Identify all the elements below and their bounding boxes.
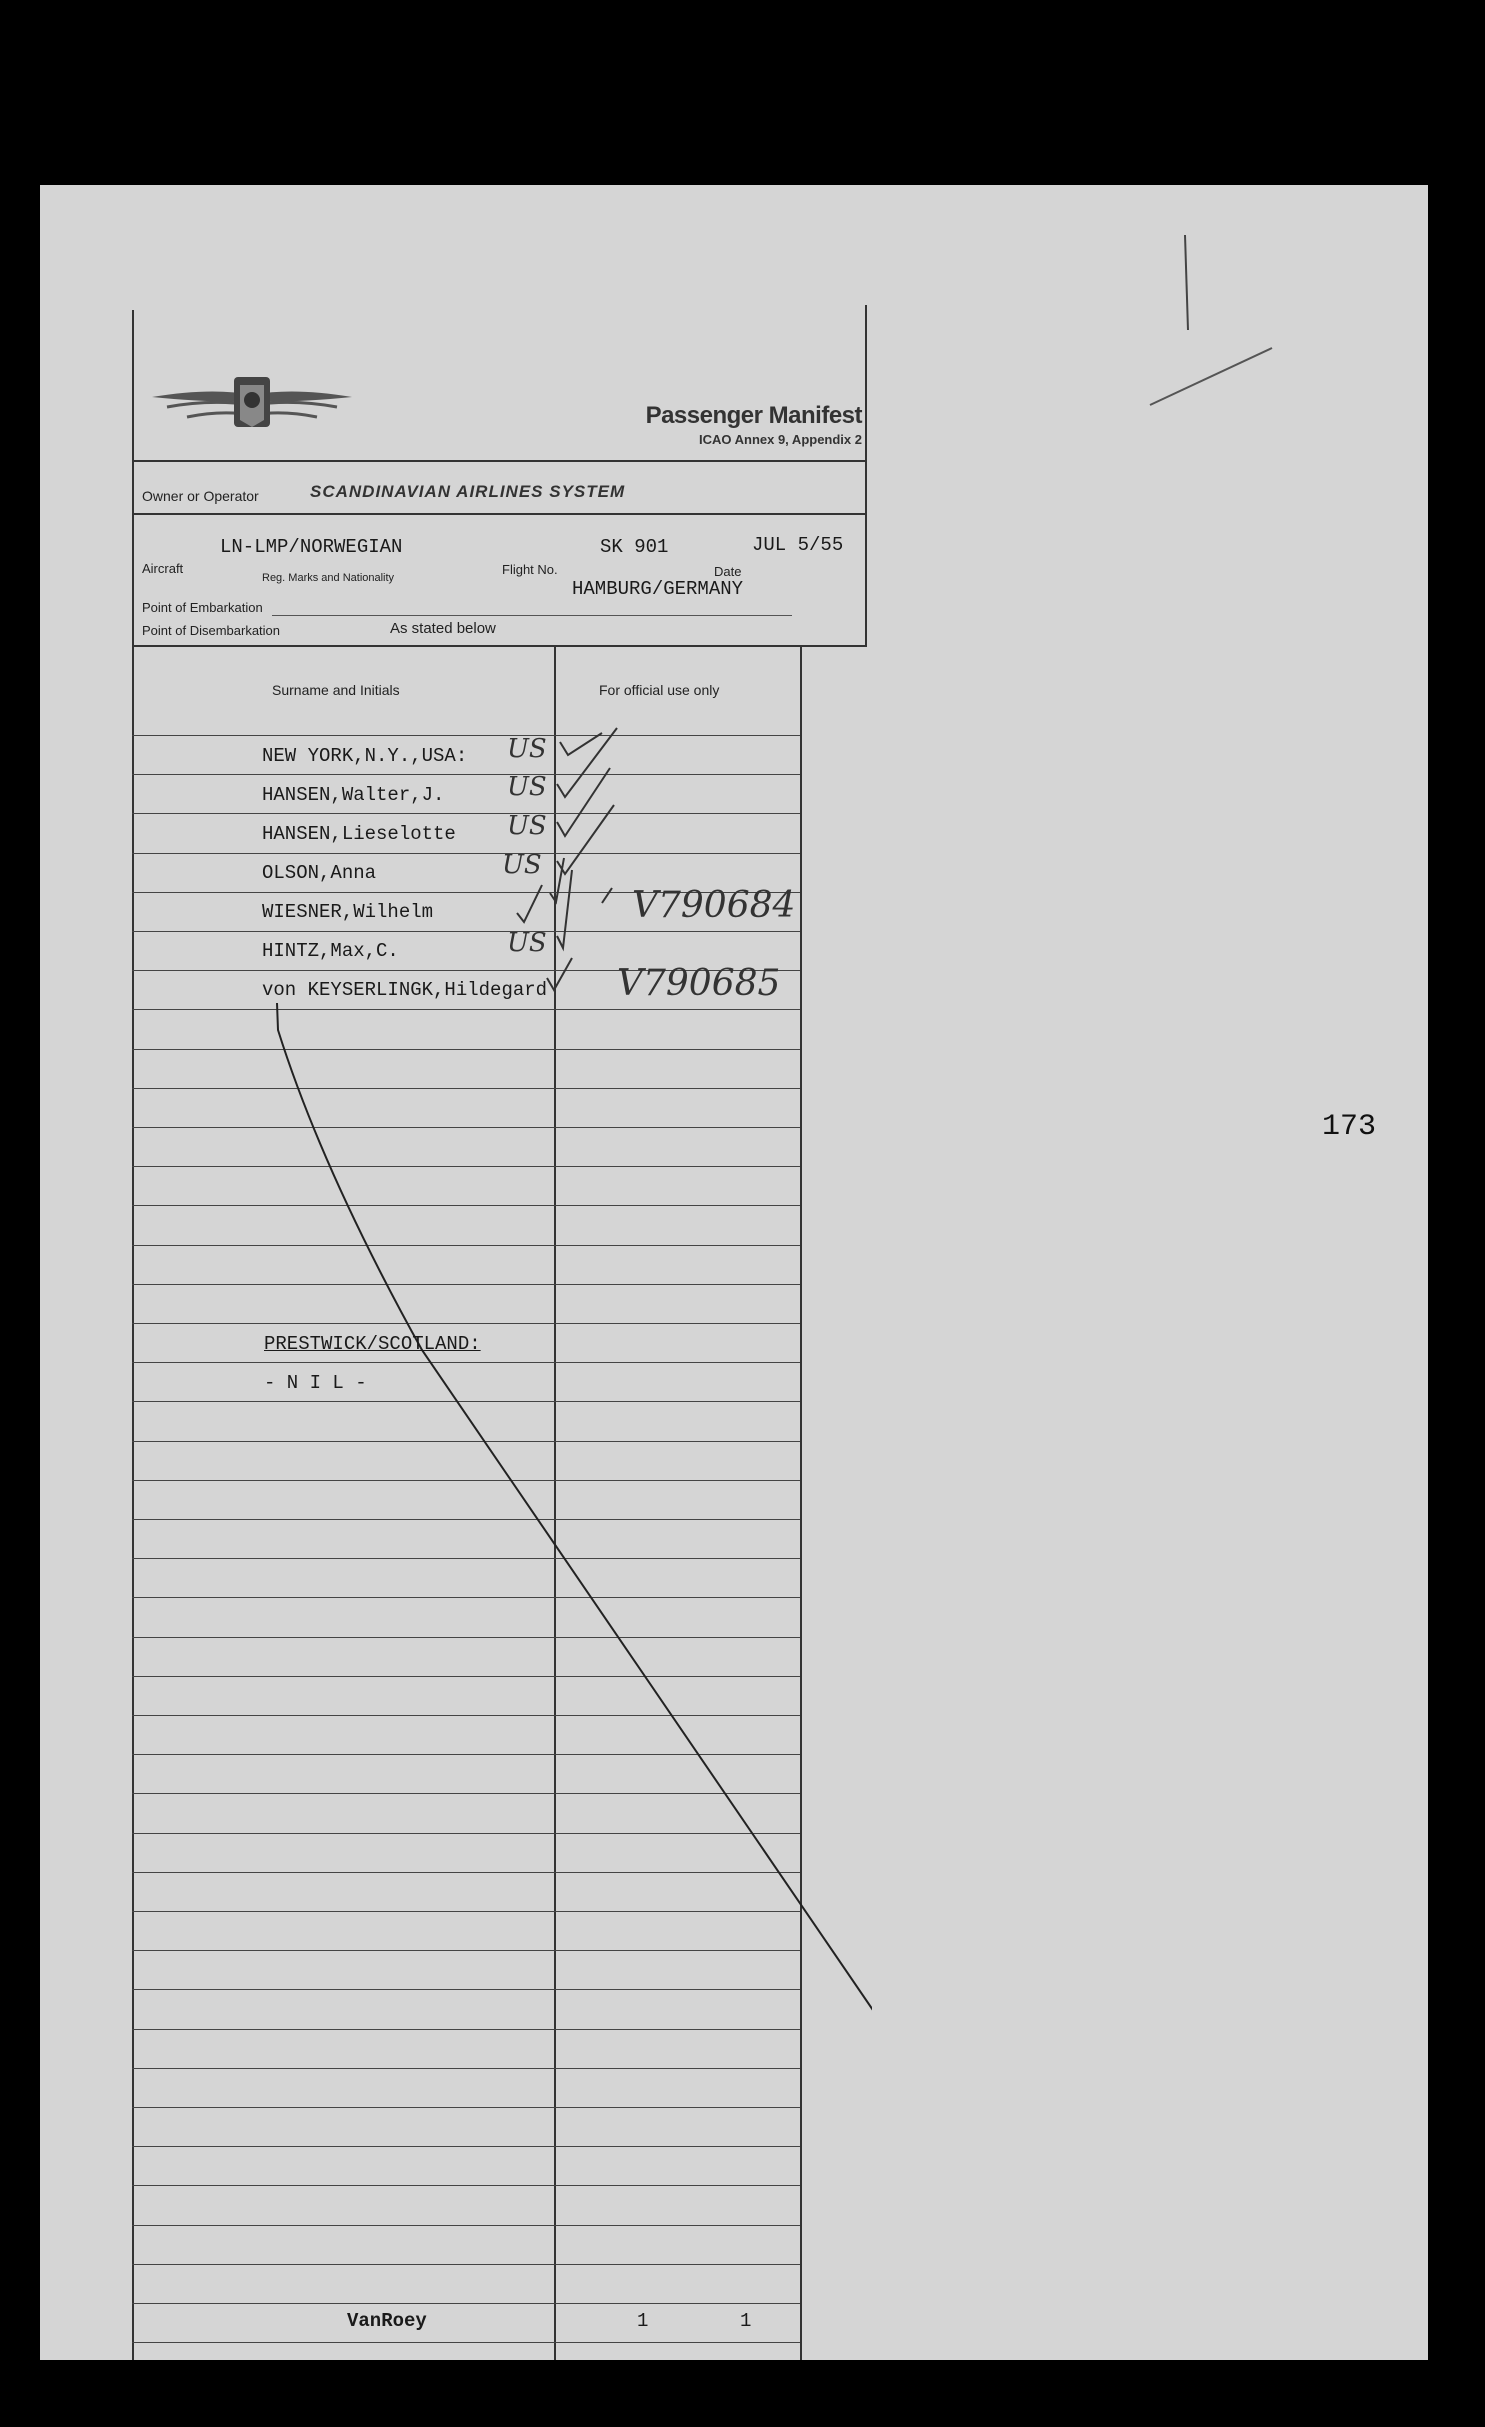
section-note: - N I L - xyxy=(264,1372,367,1394)
date-label: Date xyxy=(714,564,742,579)
passenger-name: HANSEN,Walter,J. xyxy=(262,784,445,806)
official-number: V790684 xyxy=(632,885,796,926)
page-number: 173 xyxy=(1322,1110,1377,1144)
col-official-header: For official use only xyxy=(599,682,720,698)
passenger-name: HANSEN,Lieselotte xyxy=(262,823,456,845)
passenger-name: WIESNER,Wilhelm xyxy=(262,901,434,923)
col-surname-header: Surname and Initials xyxy=(272,682,400,698)
owner-value: SCANDINAVIAN AIRLINES SYSTEM xyxy=(310,482,626,501)
passenger-count: 1 xyxy=(637,2310,649,2332)
nationality-mark: US xyxy=(507,811,547,841)
check-marks xyxy=(132,310,872,2360)
embarkation-value: HAMBURG/GERMANY xyxy=(572,578,744,600)
date-value: JUL 5/55 xyxy=(752,534,844,556)
passenger-name: NEW YORK,N.Y.,USA: xyxy=(262,745,468,767)
signature: VanRoey xyxy=(347,2310,427,2332)
pencil-mark xyxy=(1100,230,1300,410)
passenger-name: von KEYSERLINGK,Hildegard xyxy=(262,979,548,1001)
flight-label: Flight No. xyxy=(502,562,558,577)
nationality-mark: US xyxy=(502,850,542,880)
form-title: Passenger Manifest xyxy=(645,402,862,429)
manifest-sheet xyxy=(40,185,1428,2360)
disembarkation-value: As stated below xyxy=(390,620,496,637)
flight-value: SK 901 xyxy=(600,536,669,558)
passenger-name: HINTZ,Max,C. xyxy=(262,940,399,962)
owner-label: Owner or Operator xyxy=(142,488,259,504)
reg-marks-label: Reg. Marks and Nationality xyxy=(262,572,395,584)
aircraft-value: LN-LMP/NORWEGIAN xyxy=(220,536,403,558)
nationality-mark: US xyxy=(507,734,547,764)
disembarkation-label: Point of Disembarkation xyxy=(142,623,281,638)
form-subtitle: ICAO Annex 9, Appendix 2 xyxy=(698,432,862,447)
embarkation-label: Point of Embarkation xyxy=(142,600,263,615)
manifest-form xyxy=(132,310,862,2360)
official-number: V790685 xyxy=(617,963,781,1004)
passenger-name: OLSON,Anna xyxy=(262,862,377,884)
nationality-mark: US xyxy=(507,928,547,958)
passenger-count: 1 xyxy=(740,2310,752,2332)
aircraft-label: Aircraft xyxy=(142,561,184,576)
nationality-mark: US xyxy=(507,772,547,802)
section-heading: PRESTWICK/SCOTLAND: xyxy=(264,1333,481,1355)
